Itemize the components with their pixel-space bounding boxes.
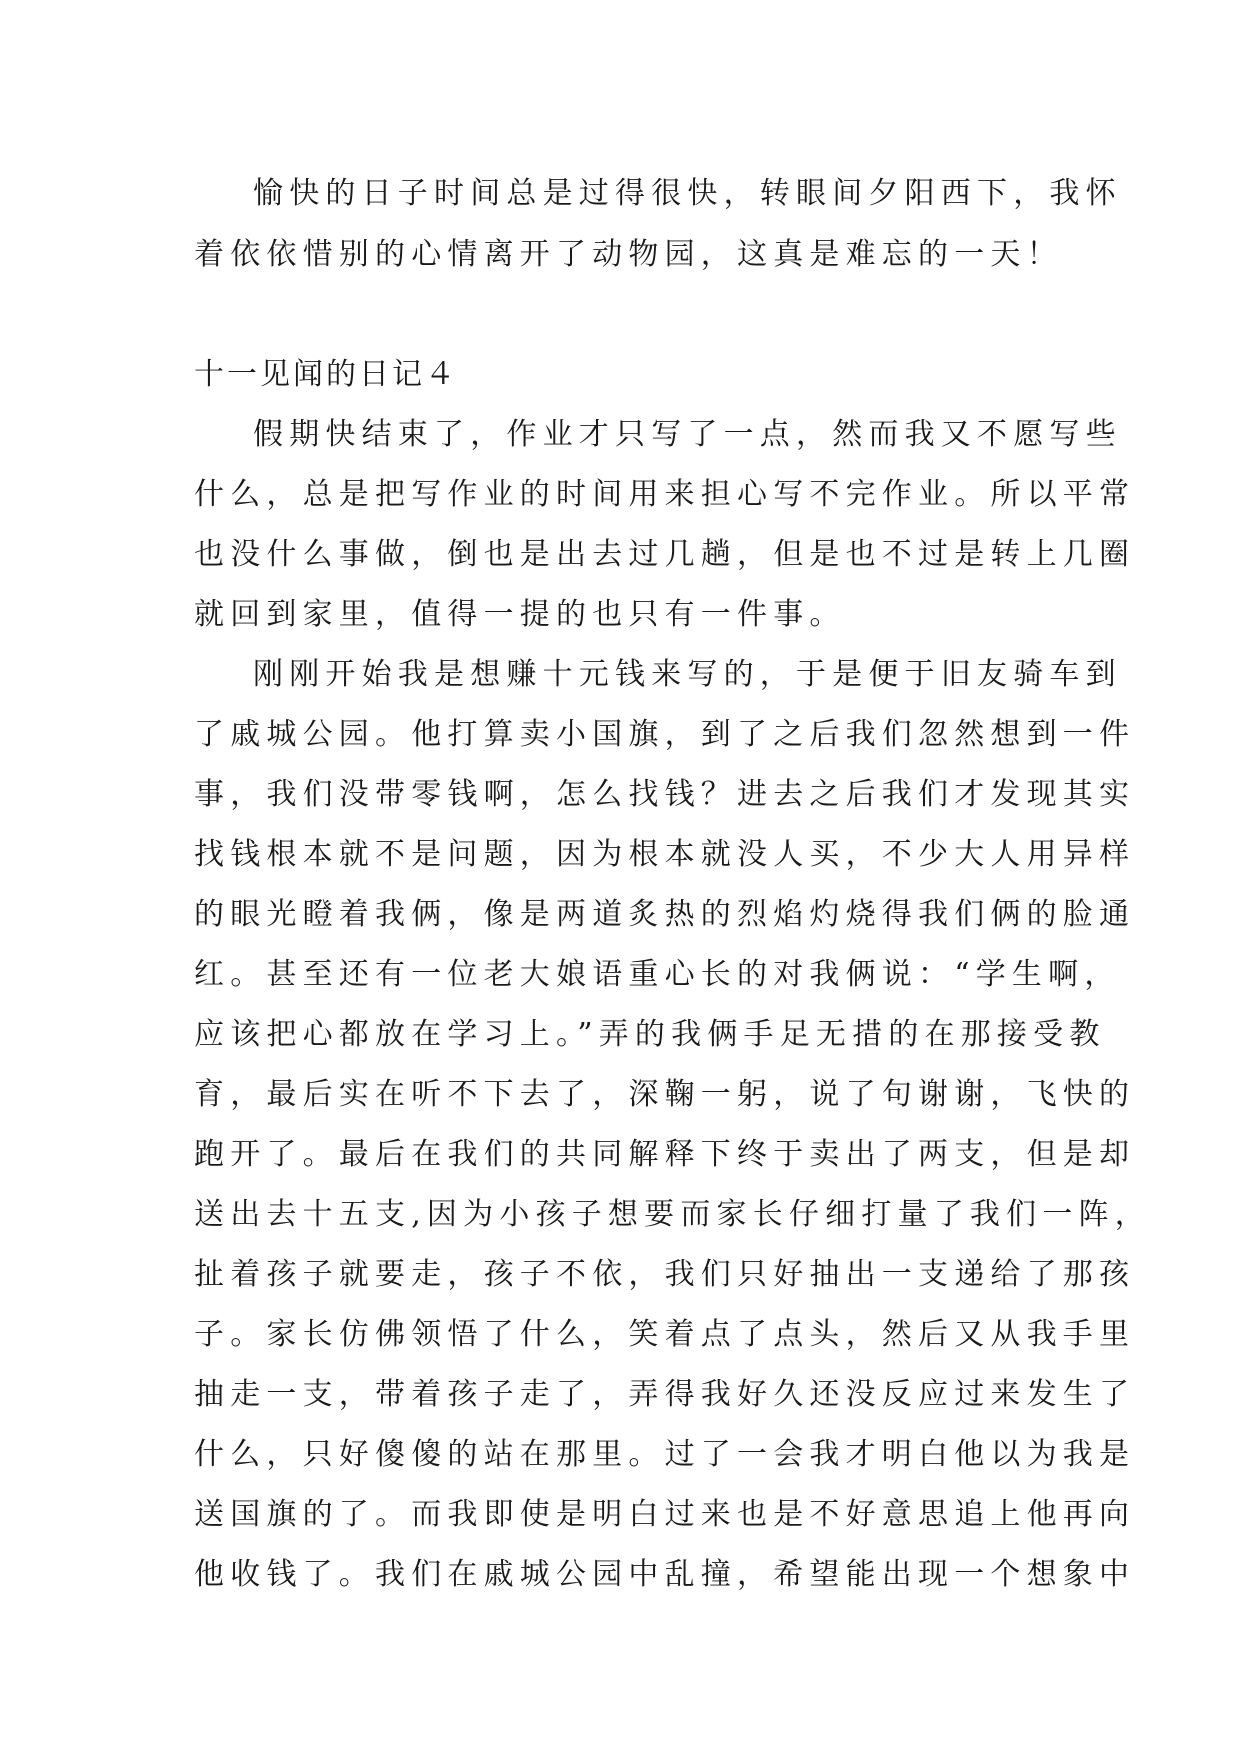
paragraph-line: 找钱根本就不是问题，因为根本就没人买，不少大人用异样 xyxy=(194,837,1136,872)
paragraph-line: 抽走一支，带着孩子走了，弄得我好久还没反应过来发生了 xyxy=(194,1377,1136,1412)
paragraph-line: 送国旗的了。而我即使是明白过来也是不好意思追上他再向 xyxy=(194,1497,1136,1532)
paragraph-line: 着依依惜别的心情离开了动物园，这真是难忘的一天！ xyxy=(194,237,1063,272)
paragraph-line: 刚刚开始我是想赚十元钱来写的，于是便于旧友骑车到 xyxy=(253,657,1122,692)
paragraph-line: 什么，只好傻傻的站在那里。过了一会我才明白他以为我是 xyxy=(194,1437,1136,1472)
paragraph-line: 扯着孩子就要走，孩子不依，我们只好抽出一支递给了那孩 xyxy=(194,1257,1136,1292)
paragraph-line: 子。家长仿佛领悟了什么，笑着点了点头，然后又从我手里 xyxy=(194,1317,1136,1352)
paragraph-line: 事，我们没带零钱啊，怎么找钱？进去之后我们才发现其实 xyxy=(194,777,1136,812)
paragraph-line: 什么，总是把写作业的时间用来担心写不完作业。所以平常 xyxy=(194,477,1136,512)
paragraph-line: 也没什么事做，倒也是出去过几趟，但是也不过是转上几圈 xyxy=(194,537,1136,572)
paragraph-line: 了戚城公园。他打算卖小国旗，到了之后我们忽然想到一件 xyxy=(194,717,1136,752)
paragraph-line: 跑开了。最后在我们的共同解释下终于卖出了两支，但是却 xyxy=(194,1137,1136,1172)
paragraph-line: 育，最后实在听不下去了，深鞠一躬，说了句谢谢，飞快的 xyxy=(194,1077,1136,1112)
paragraph-line: 送出去十五支,因为小孩子想要而家长仔细打量了我们一阵， xyxy=(194,1197,1151,1232)
paragraph-line: 他收钱了。我们在戚城公园中乱撞，希望能出现一个想象中 xyxy=(194,1557,1136,1592)
paragraph-line: 假期快结束了，作业才只写了一点，然而我又不愿写些 xyxy=(253,417,1122,452)
paragraph-line: 的眼光瞪着我俩，像是两道炙热的烈焰灼烧得我们俩的脸通 xyxy=(194,897,1136,932)
section-heading: 十一见闻的日记４ xyxy=(194,357,458,392)
paragraph-line: 红。甚至还有一位老大娘语重心长的对我俩说：“学生啊， xyxy=(194,957,1121,992)
paragraph-line: 应该把心都放在学习上。”弄的我俩手足无措的在那接受教 xyxy=(194,1017,1106,1052)
paragraph-line: 就回到家里，值得一提的也只有一件事。 xyxy=(194,597,846,632)
paragraph-line: 愉快的日子时间总是过得很快，转眼间夕阳西下，我怀 xyxy=(253,176,1122,211)
